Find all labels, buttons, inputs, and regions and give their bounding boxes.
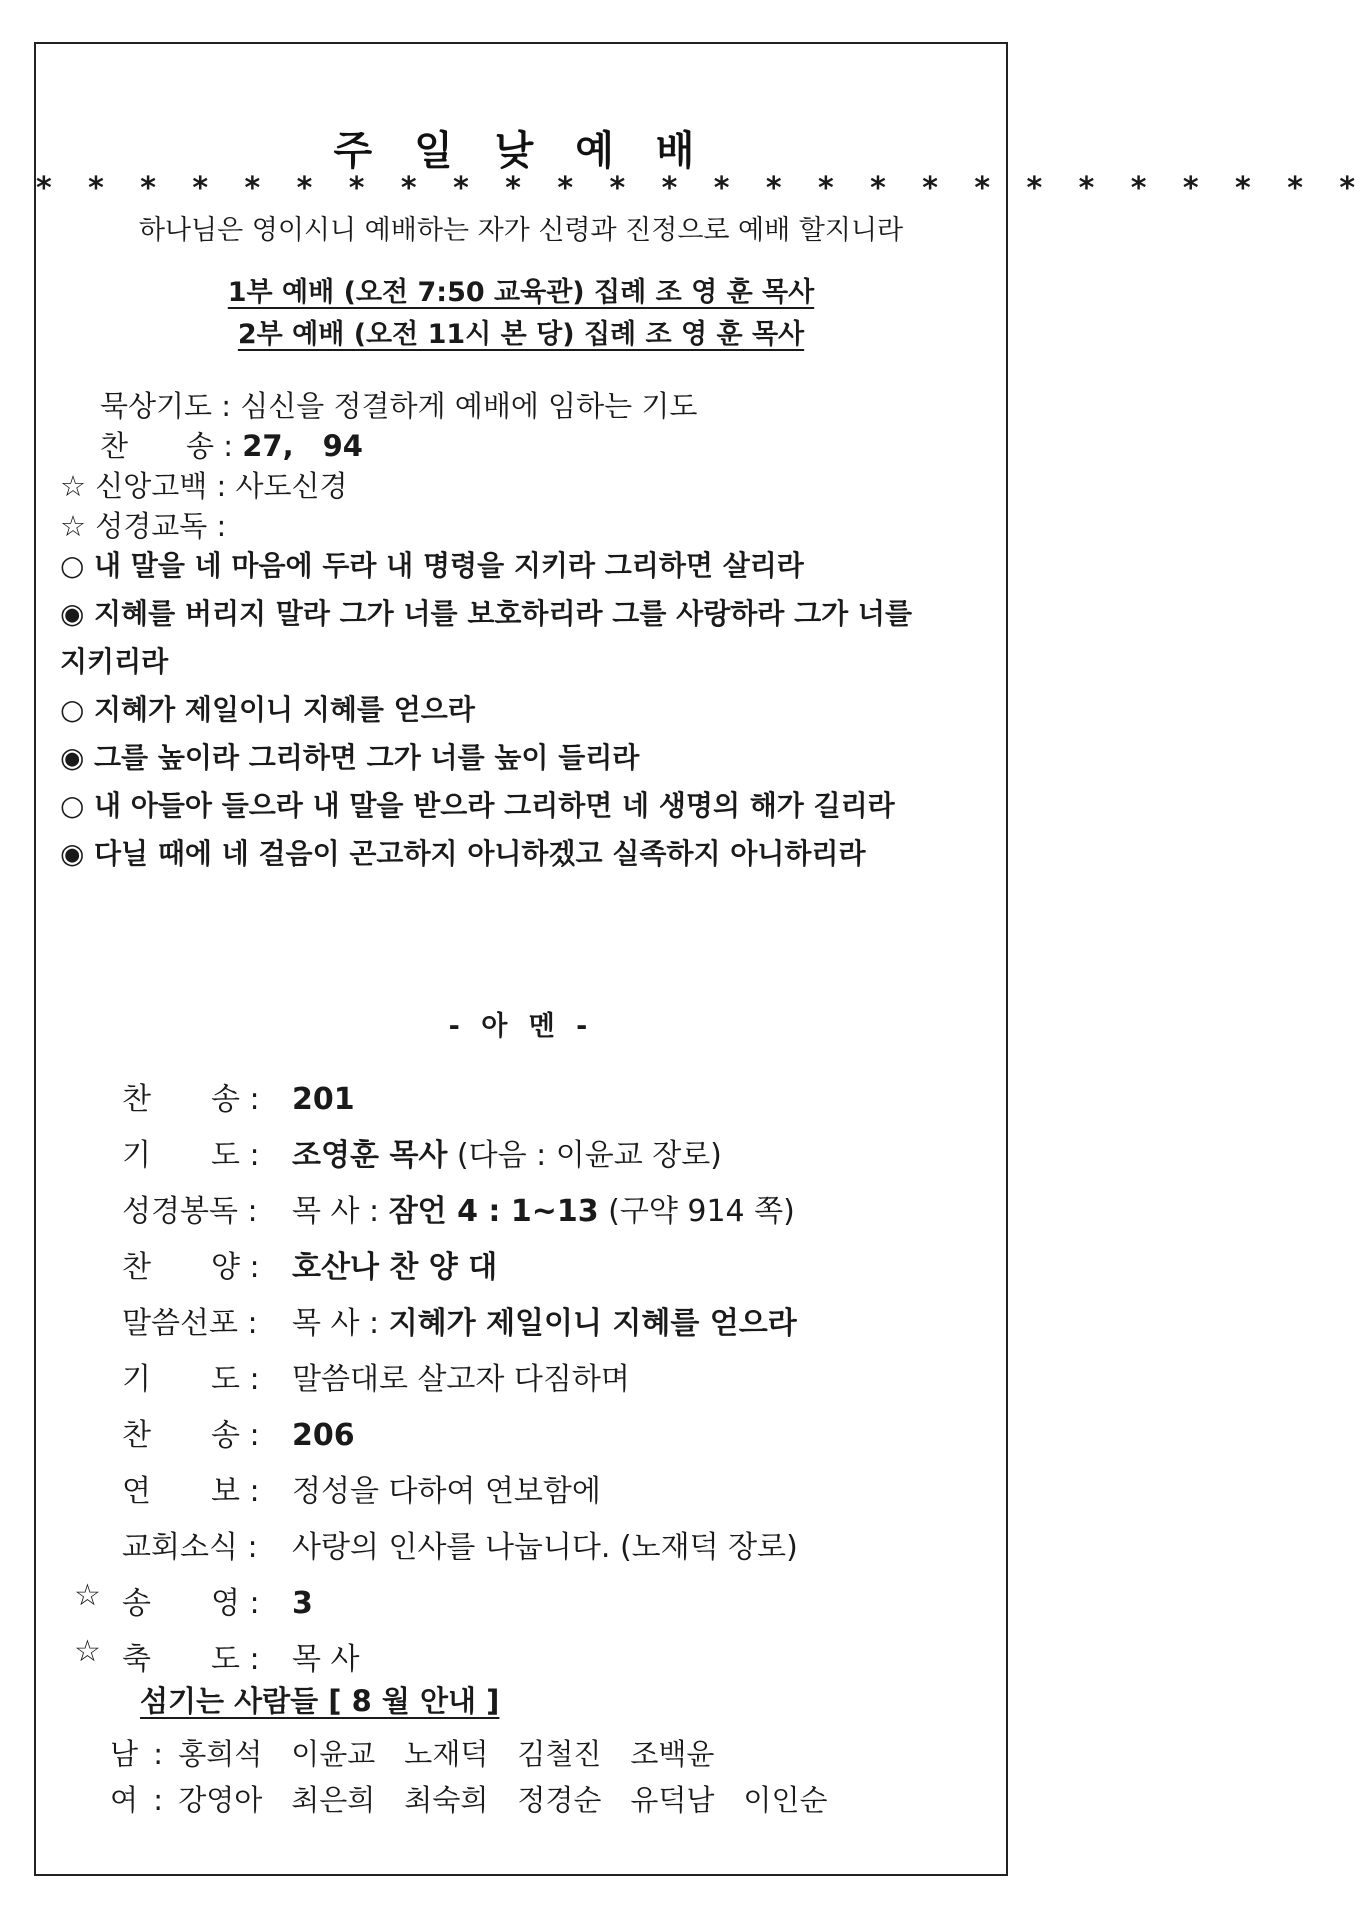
order-label: 송 영 : — [122, 1586, 260, 1621]
order-row — [122, 1522, 798, 1566]
star-icon: ☆ — [60, 509, 86, 543]
prelude-value: 사도신경 — [235, 469, 348, 503]
star-divider: * * * * * * * * * * * * * * * * * * * * * * * * * * — [36, 171, 1368, 206]
circle-icon: ○ — [60, 789, 85, 822]
ushers-men: 남 : 홍희석 이윤교 노재덕 김철진 조백윤 — [110, 1737, 715, 1771]
reading-line — [60, 592, 912, 632]
order-row — [122, 1466, 601, 1510]
filled-circle-icon: ◉ — [60, 597, 85, 630]
order-note: 말씀대로 살고자 다짐하며 — [292, 1362, 630, 1397]
prelude-label: 성경교독 : — [95, 509, 227, 543]
order-label: 연 보 : — [122, 1474, 260, 1509]
star-icon: ☆ — [74, 1578, 101, 1613]
reading-text: 그를 높이라 그리하면 그가 너를 높이 들리라 — [94, 741, 640, 774]
reading-text: 지혜가 제일이니 지혜를 얻으라 — [94, 693, 475, 726]
amen-line: - 아 멘 - — [448, 1011, 594, 1042]
reading-line — [60, 832, 866, 872]
prelude-row — [100, 384, 697, 425]
order-row — [74, 1578, 313, 1622]
reading-text: 지혜를 버리지 말라 그가 너를 보호하리라 그를 사랑하라 그가 너를 — [94, 597, 913, 630]
circle-icon: ○ — [60, 549, 85, 582]
order-note: (다음 : 이윤교 장로) — [447, 1138, 722, 1173]
service-second: 2부 예배 (오전 11시 본 당) 집례 조 영 훈 목사 — [237, 319, 805, 350]
order-row — [122, 1186, 795, 1230]
order-value: 지혜가 제일이니 지혜를 얻으라 — [388, 1306, 797, 1341]
order-label: 찬 송 : — [122, 1418, 260, 1453]
prelude-label: 찬 송 : — [100, 429, 243, 463]
order-label: 말씀선포 : — [122, 1306, 258, 1341]
page-title: 주 일 낮 예 배 — [333, 128, 709, 174]
order-row — [122, 1074, 355, 1118]
reading-line — [60, 688, 475, 728]
reading-line — [60, 544, 804, 584]
reading-line — [60, 736, 639, 776]
order-row — [122, 1354, 630, 1398]
prelude-row — [60, 464, 348, 505]
reading-text: 내 아들아 들으라 내 말을 받으라 그리하면 네 생명의 해가 길리라 — [94, 789, 895, 822]
ushers-women: 여 : 강영아 최은희 최숙희 정경순 유덕남 이인순 — [110, 1783, 828, 1817]
order-note: (구약 914 쪽) — [598, 1194, 795, 1229]
order-row — [122, 1130, 722, 1174]
reading-text: 지키리라 — [60, 645, 169, 678]
order-label: 성경봉독 : — [122, 1194, 258, 1229]
order-label: 찬 양 : — [122, 1250, 260, 1285]
order-label: 찬 송 : — [122, 1082, 260, 1117]
prelude-label: 신앙고백 : — [95, 469, 236, 503]
prelude-label: 묵상기도 : — [100, 389, 241, 423]
order-label: 기 도 : — [122, 1362, 260, 1397]
order-prefix: 목 사 : — [292, 1306, 389, 1341]
order-value: 잠언 4 : 1~13 — [388, 1194, 599, 1229]
order-prefix: 목 사 : — [292, 1194, 389, 1229]
star-icon: ☆ — [60, 469, 86, 503]
order-row — [74, 1634, 360, 1678]
order-note: 목 사 — [292, 1642, 360, 1677]
service-first: 1부 예배 (오전 7:50 교육관) 집례 조 영 훈 목사 — [227, 277, 815, 308]
ushers-title: 섬기는 사람들 [ 8 월 안내 ] — [140, 1684, 500, 1718]
bulletin-frame — [34, 42, 1368, 1876]
filled-circle-icon: ◉ — [60, 837, 85, 870]
reading-line — [60, 784, 895, 824]
order-note: 사랑의 인사를 나눕니다. (노재덕 장로) — [292, 1530, 798, 1565]
verse-line: 하나님은 영이시니 예배하는 자가 신령과 진정으로 예배 할지니라 — [138, 215, 904, 246]
filled-circle-icon: ◉ — [60, 741, 85, 774]
order-label: 기 도 : — [122, 1138, 260, 1173]
circle-icon: ○ — [60, 693, 85, 726]
prelude-value: 27, 94 — [242, 429, 363, 463]
star-icon: ☆ — [74, 1634, 101, 1669]
reading-text: 내 말을 네 마음에 두라 내 명령을 지키라 그리하면 살리라 — [94, 549, 804, 582]
order-label: 축 도 : — [122, 1642, 260, 1677]
order-note: 정성을 다하여 연보함에 — [292, 1474, 601, 1509]
order-value: 201 — [292, 1082, 355, 1117]
order-row — [122, 1410, 355, 1454]
order-row — [122, 1298, 797, 1342]
order-value: 3 — [292, 1586, 313, 1621]
order-value: 조영훈 목사 — [292, 1138, 448, 1173]
order-label: 교회소식 : — [122, 1530, 258, 1565]
order-row — [122, 1242, 497, 1286]
prelude-row — [100, 424, 363, 465]
order-value: 206 — [292, 1418, 355, 1453]
reading-text: 다닐 때에 네 걸음이 곤고하지 아니하겠고 실족하지 아니하리라 — [94, 837, 866, 870]
prelude-row — [60, 504, 226, 545]
order-value: 호산나 찬 양 대 — [292, 1250, 498, 1285]
prelude-value: 심신을 정결하게 예배에 임하는 기도 — [240, 389, 698, 423]
reading-line — [60, 640, 168, 680]
